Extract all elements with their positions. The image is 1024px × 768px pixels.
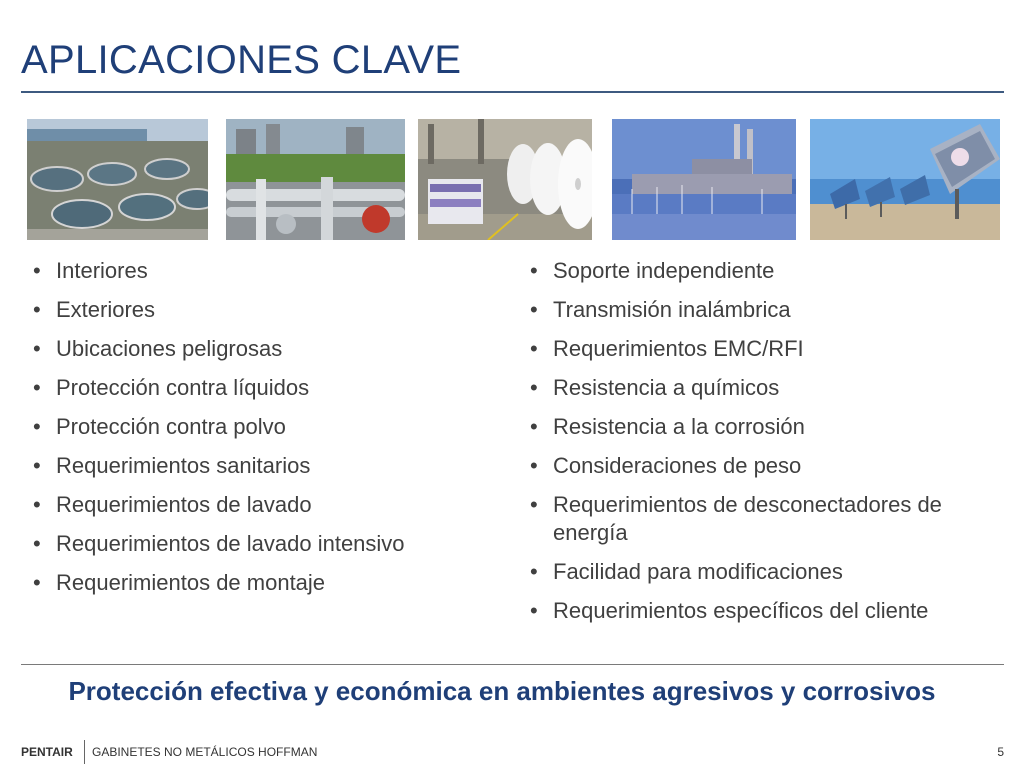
title-divider [21,91,1004,93]
list-item: • Consideraciones de peso [519,452,949,480]
list-item: • Interiores [22,257,492,285]
list-item: • Requerimientos de montaje [22,569,492,597]
photo-power-plant [612,119,796,240]
footer-brand-logo: PENTAIR [21,745,73,759]
list-item: • Requerimientos sanitarios [22,452,492,480]
applications-list-left [22,257,492,608]
list-item: • Ubicaciones peligrosas [22,335,492,363]
list-item: • Resistencia a químicos [519,374,949,402]
list-item: • Requerimientos específicos del cliente [519,597,949,625]
list-item: • Transmisión inalámbrica [519,296,949,324]
page-number: 5 [997,745,1004,759]
photo-solar-mirrors [810,119,1000,240]
list-item: • Requerimientos de lavado [22,491,492,519]
photo-industrial-piping [226,119,405,240]
list-item: • Protección contra líquidos [22,374,492,402]
photo-paper-rolls [418,119,592,240]
tagline-divider [21,664,1004,665]
list-item: • Facilidad para modificaciones [519,558,949,586]
list-item: • Requerimientos de lavado intensivo [22,530,492,558]
list-item: • Requerimientos EMC/RFI [519,335,949,363]
footer-product-name: GABINETES NO METÁLICOS HOFFMAN [92,745,318,759]
list-item: • Resistencia a la corrosión [519,413,949,441]
list-item: • Protección contra polvo [22,413,492,441]
applications-list-right [519,257,949,636]
photo-water-treatment [27,119,208,240]
tagline: Protección efectiva y económica en ambientes agresivos y corrosivos [68,676,936,706]
list-item: • Requerimientos de desconectadores de energía [519,491,949,547]
list-item: • Soporte independiente [519,257,949,285]
list-item: • Exteriores [22,296,492,324]
footer-divider [84,740,85,764]
slide-title: APLICACIONES CLAVE [21,38,462,82]
